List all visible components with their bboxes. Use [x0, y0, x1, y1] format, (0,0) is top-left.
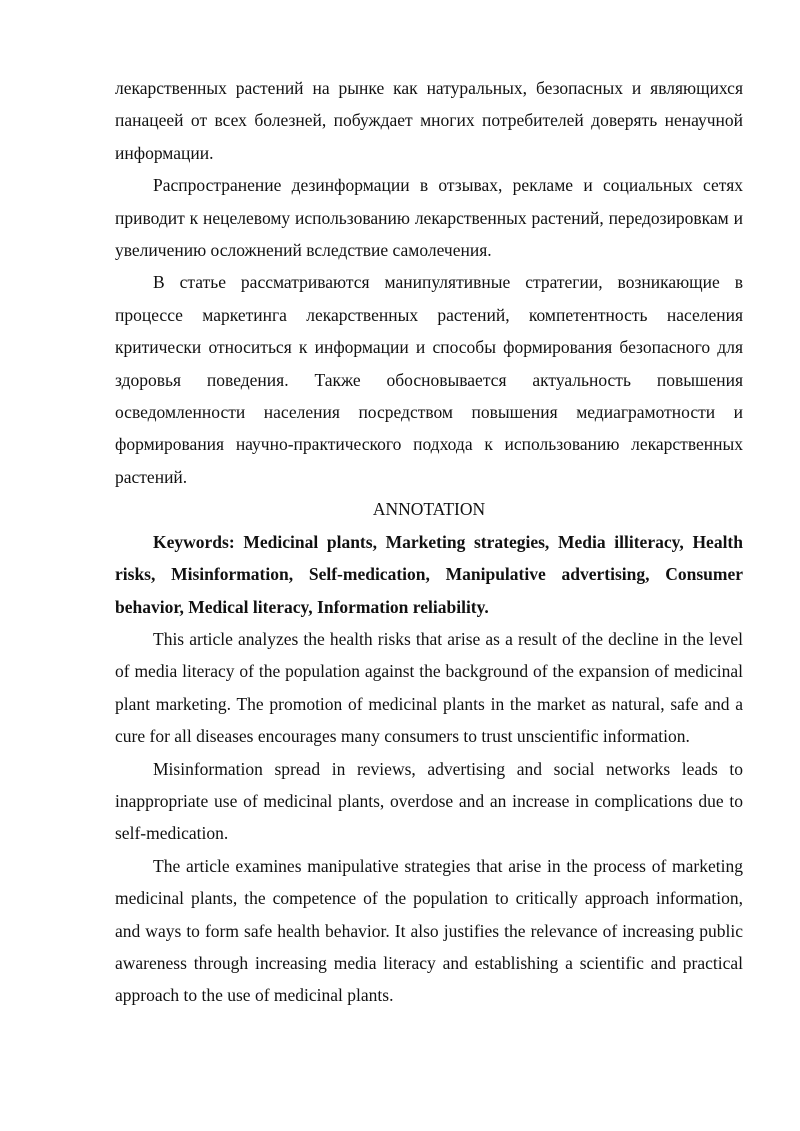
paragraph-ru-2: Распространение дезинформации в отзывах, рекламе и социальных сетях приводит к нецелевому использованию лекарственных растений, передозировкам и увеличению осложнений вследствие самолечения.: [115, 175, 743, 261]
paragraph-ru-3: В статье рассматриваются манипулятивные стратегии, возникающие в процессе маркетинга лекарственных растений, компетентность населения критически относиться к информации и способы формирования безопасного для здоровья поведения. Также обосновывается актуальность повышения осведомленности населения посредством повышения медиаграмотности и формирования научно-практического подхода к использованию лекарственных растений.: [115, 272, 743, 487]
paragraph-ru-1: лекарственных растений на рынке как натуральных, безопасных и являющихся панацеей от всех болезней, побуждает многих потребителей доверять ненаучной информации.: [115, 78, 743, 163]
annotation-heading: ANNOTATION: [372, 499, 486, 520]
paragraph-en-1: This article analyzes the health risks that arise as a result of the decline in the level of media literacy of the population against the background of the expansion of medicinal plant marketing. The promotion of medicinal plants in the market as natural, safe and a cure for all diseases encourages many consumers to trust unscientific information.: [115, 628, 743, 747]
keywords-paragraph: Keywords: Medicinal plants, Marketing strategies, Media illiteracy, Health risks, Misinformation, Self-medication, Manipulative advertising, Consumer behavior, Medical literacy, Information reliability.: [115, 531, 743, 617]
paragraph-en-2: Misinformation spread in reviews, advertising and social networks leads to inappropriate use of medicinal plants, overdose and an increase in complications due to self-medication.: [115, 758, 743, 844]
document-page: [115, 72, 743, 1012]
paragraph-en-3: The article examines manipulative strategies that arise in the process of marketing medicinal plants, the competence of the population to critically approach information, and ways to form safe health behavior. It also justifies the relevance of increasing public awareness through increasing media literacy and establishing a scientific and practical approach to the use of medicinal plants.: [115, 855, 743, 1006]
